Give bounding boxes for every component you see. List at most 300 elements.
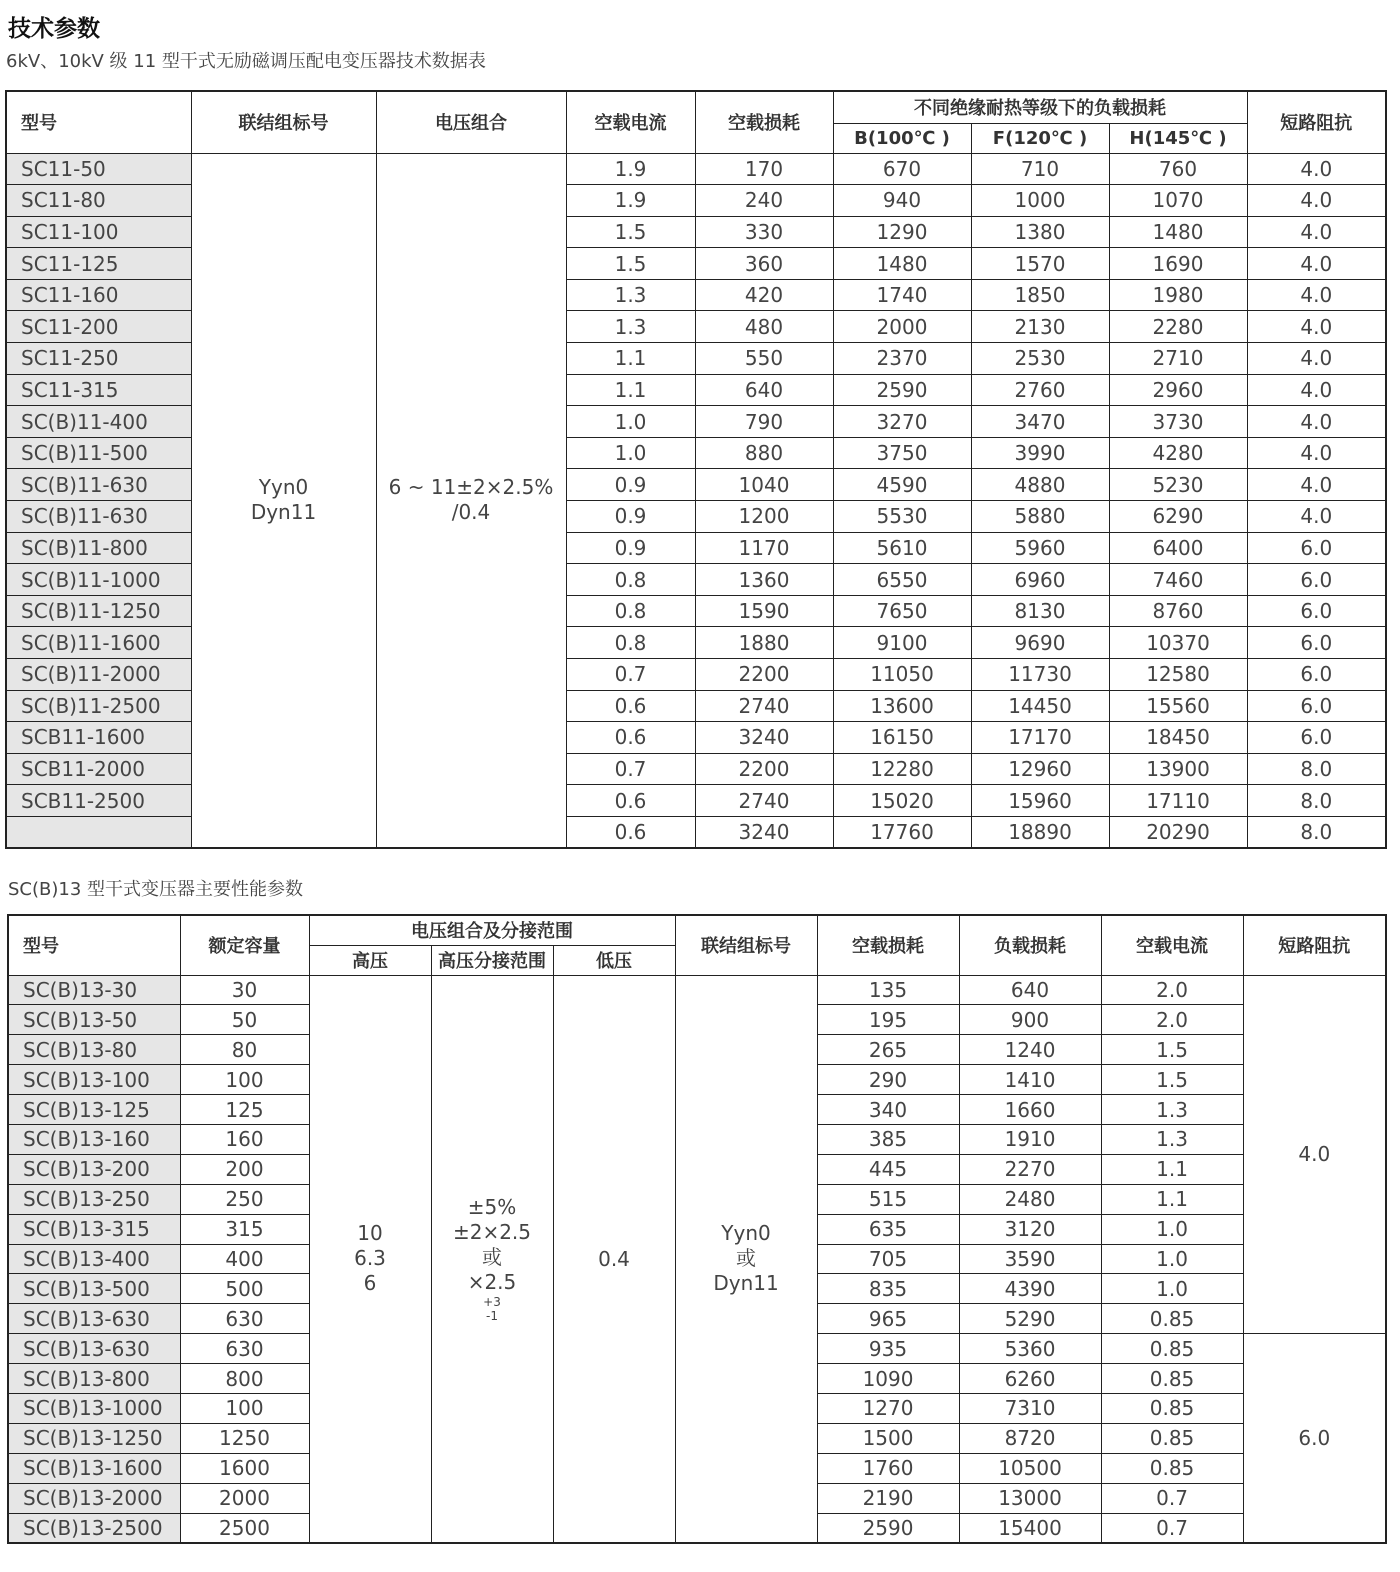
impedance-cell: 4.0 [1247, 374, 1386, 406]
no-load-current-cell: 1.5 [566, 216, 695, 248]
no-load-loss-cell: 340 [817, 1095, 959, 1125]
no-load-current-cell: 0.85 [1101, 1334, 1243, 1364]
no-load-loss-cell: 385 [817, 1124, 959, 1154]
load-loss-f-cell: 2130 [971, 311, 1109, 343]
no-load-loss-cell: 420 [695, 279, 833, 311]
load-loss-h-cell: 2710 [1109, 343, 1247, 375]
no-load-loss-cell: 135 [817, 975, 959, 1005]
no-load-current-cell: 0.8 [566, 627, 695, 659]
no-load-loss-cell: 3240 [695, 722, 833, 754]
no-load-current-cell: 0.8 [566, 595, 695, 627]
capacity-cell: 800 [180, 1364, 309, 1394]
no-load-loss-cell: 2590 [817, 1513, 959, 1543]
cell-line: Yyn0 [721, 1221, 771, 1246]
load-loss-h-cell: 1070 [1109, 185, 1247, 217]
impedance-cell: 8.0 [1247, 816, 1386, 848]
no-load-loss-cell: 965 [817, 1304, 959, 1334]
load-loss-f-cell: 14450 [971, 690, 1109, 722]
load-loss-f-cell: 5880 [971, 501, 1109, 533]
no-load-current-cell: 1.1 [566, 343, 695, 375]
model-cell: SC(B)13-200 [8, 1154, 180, 1184]
load-loss-cell: 2480 [959, 1184, 1101, 1214]
load-loss-f-cell: 1850 [971, 279, 1109, 311]
model-cell: SC(B)13-2500 [8, 1513, 180, 1543]
page-title: 技术参数 [8, 16, 100, 42]
load-loss-f-cell: 4880 [971, 469, 1109, 501]
capacity-cell: 30 [180, 975, 309, 1005]
no-load-loss-cell: 2200 [695, 659, 833, 691]
header-no-load-loss: 空载损耗 [817, 915, 959, 975]
no-load-loss-cell: 265 [817, 1035, 959, 1065]
load-loss-cell: 13000 [959, 1483, 1101, 1513]
model-cell: SC(B)11-2500 [6, 690, 191, 722]
load-loss-b-cell: 670 [833, 153, 971, 185]
model-cell: SC(B)13-800 [8, 1364, 180, 1394]
load-loss-b-cell: 9100 [833, 627, 971, 659]
table2-title: SC(B)13 型干式变压器主要性能参数 [8, 879, 304, 900]
no-load-current-cell: 1.1 [1101, 1184, 1243, 1214]
no-load-current-cell: 1.9 [566, 185, 695, 217]
load-loss-b-cell: 1480 [833, 248, 971, 280]
no-load-loss-cell: 240 [695, 185, 833, 217]
no-load-loss-cell: 1760 [817, 1453, 959, 1483]
load-loss-f-cell: 2760 [971, 374, 1109, 406]
model-cell: SC(B)13-100 [8, 1065, 180, 1095]
no-load-current-cell: 0.85 [1101, 1393, 1243, 1423]
no-load-loss-cell: 2740 [695, 690, 833, 722]
no-load-current-cell: 2.0 [1101, 975, 1243, 1005]
impedance-cell: 6.0 [1247, 564, 1386, 596]
capacity-cell: 2500 [180, 1513, 309, 1543]
model-cell: SC(B)11-400 [6, 406, 191, 438]
no-load-loss-cell: 790 [695, 406, 833, 438]
model-cell: SC(B)11-630 [6, 469, 191, 501]
load-loss-b-cell: 5530 [833, 501, 971, 533]
no-load-current-cell: 1.3 [566, 311, 695, 343]
load-loss-f-cell: 1570 [971, 248, 1109, 280]
no-load-loss-cell: 290 [817, 1065, 959, 1095]
model-cell: SC(B)13-160 [8, 1124, 180, 1154]
header-load-loss: 负载损耗 [959, 915, 1101, 975]
load-loss-h-cell: 5230 [1109, 469, 1247, 501]
load-loss-h-cell: 8760 [1109, 595, 1247, 627]
load-loss-b-cell: 2590 [833, 374, 971, 406]
load-loss-b-cell: 15020 [833, 785, 971, 817]
no-load-loss-cell: 1500 [817, 1423, 959, 1453]
header-voltage: 电压组合 [376, 91, 566, 153]
no-load-loss-cell: 480 [695, 311, 833, 343]
load-loss-cell: 2270 [959, 1154, 1101, 1184]
model-cell: SC(B)13-250 [8, 1184, 180, 1214]
header-no-load-current: 空载电流 [566, 91, 695, 153]
load-loss-b-cell: 6550 [833, 564, 971, 596]
no-load-loss-cell: 360 [695, 248, 833, 280]
capacity-cell: 1600 [180, 1453, 309, 1483]
no-load-loss-cell: 880 [695, 437, 833, 469]
model-cell: SC11-100 [6, 216, 191, 248]
load-loss-cell: 1410 [959, 1065, 1101, 1095]
load-loss-cell: 1660 [959, 1095, 1101, 1125]
load-loss-cell: 5290 [959, 1304, 1101, 1334]
load-loss-b-cell: 1740 [833, 279, 971, 311]
header-capacity: 额定容量 [180, 915, 309, 975]
load-loss-b-cell: 5610 [833, 532, 971, 564]
hv-tap-cell [431, 975, 553, 1543]
capacity-cell: 500 [180, 1274, 309, 1304]
cell-line: 6 ~ 11±2×2.5% [388, 475, 554, 500]
impedance-cell: 4.0 [1247, 437, 1386, 469]
load-loss-f-cell: 1000 [971, 185, 1109, 217]
load-loss-h-cell: 13900 [1109, 753, 1247, 785]
load-loss-cell: 1910 [959, 1124, 1101, 1154]
capacity-cell: 630 [180, 1334, 309, 1364]
load-loss-h-cell: 1690 [1109, 248, 1247, 280]
cell-line: 或 [736, 1246, 757, 1271]
no-load-loss-cell: 2200 [695, 753, 833, 785]
tap-superscript: +3 [483, 1294, 501, 1309]
header-model: 型号 [6, 91, 191, 153]
no-load-current-cell: 1.5 [1101, 1065, 1243, 1095]
impedance-cell: 4.0 [1247, 279, 1386, 311]
header-class-f: F(120℃ ) [971, 123, 1109, 153]
load-loss-f-cell: 2530 [971, 343, 1109, 375]
no-load-loss-cell: 705 [817, 1244, 959, 1274]
cell-line: 6 [363, 1271, 377, 1296]
load-loss-h-cell: 760 [1109, 153, 1247, 185]
model-cell: SC(B)13-500 [8, 1274, 180, 1304]
table1-title: 6kV、10kV 级 11 型干式无励磁调压配电变压器技术数据表 [6, 51, 486, 72]
model-cell: SCB11-1600 [6, 722, 191, 754]
load-loss-f-cell: 17170 [971, 722, 1109, 754]
load-loss-cell: 900 [959, 1005, 1101, 1035]
no-load-current-cell: 1.0 [566, 437, 695, 469]
load-loss-cell: 3120 [959, 1214, 1101, 1244]
connection-cell [675, 975, 817, 1543]
header-hv-tap: 高压分接范围 [431, 945, 553, 975]
capacity-cell: 125 [180, 1095, 309, 1125]
no-load-current-cell: 0.85 [1101, 1304, 1243, 1334]
no-load-current-cell: 0.6 [566, 690, 695, 722]
load-loss-f-cell: 6960 [971, 564, 1109, 596]
no-load-loss-cell: 445 [817, 1154, 959, 1184]
model-cell [6, 816, 191, 848]
load-loss-h-cell: 17110 [1109, 785, 1247, 817]
no-load-current-cell: 0.9 [566, 469, 695, 501]
no-load-loss-cell: 935 [817, 1334, 959, 1364]
no-load-current-cell: 0.85 [1101, 1364, 1243, 1394]
impedance-cell: 8.0 [1247, 785, 1386, 817]
no-load-current-cell: 0.6 [566, 816, 695, 848]
model-cell: SC(B)13-1250 [8, 1423, 180, 1453]
no-load-loss-cell: 635 [817, 1214, 959, 1244]
model-cell: SC(B)13-630 [8, 1304, 180, 1334]
load-loss-f-cell: 12960 [971, 753, 1109, 785]
no-load-current-cell: 0.7 [1101, 1483, 1243, 1513]
model-cell: SC(B)11-630 [6, 501, 191, 533]
impedance-cell: 4.0 [1243, 975, 1386, 1334]
hv-cell [309, 975, 431, 1543]
tap-subscript: -1 [486, 1308, 498, 1323]
load-loss-h-cell: 18450 [1109, 722, 1247, 754]
model-cell: SC(B)11-500 [6, 437, 191, 469]
model-cell: SC11-80 [6, 185, 191, 217]
no-load-current-cell: 0.6 [566, 722, 695, 754]
model-cell: SC11-50 [6, 153, 191, 185]
header-class-h: H(145℃ ) [1109, 123, 1247, 153]
load-loss-h-cell: 2280 [1109, 311, 1247, 343]
no-load-loss-cell: 640 [695, 374, 833, 406]
load-loss-cell: 1240 [959, 1035, 1101, 1065]
load-loss-cell: 15400 [959, 1513, 1101, 1543]
table-row [8, 975, 1386, 1005]
impedance-cell: 4.0 [1247, 311, 1386, 343]
model-cell: SC11-125 [6, 248, 191, 280]
load-loss-cell: 10500 [959, 1453, 1101, 1483]
no-load-loss-cell: 3240 [695, 816, 833, 848]
load-loss-f-cell: 9690 [971, 627, 1109, 659]
model-cell: SCB11-2000 [6, 753, 191, 785]
load-loss-f-cell: 11730 [971, 659, 1109, 691]
no-load-current-cell: 1.0 [1101, 1214, 1243, 1244]
no-load-current-cell: 0.7 [566, 659, 695, 691]
header-hv: 高压 [309, 945, 431, 975]
no-load-current-cell: 1.5 [566, 248, 695, 280]
model-cell: SC11-200 [6, 311, 191, 343]
load-loss-b-cell: 3750 [833, 437, 971, 469]
no-load-current-cell: 0.85 [1101, 1423, 1243, 1453]
impedance-cell: 6.0 [1247, 722, 1386, 754]
header-no-load-loss: 空载损耗 [695, 91, 833, 153]
header-voltage-group: 电压组合及分接范围 [309, 915, 675, 945]
capacity-cell: 100 [180, 1393, 309, 1423]
no-load-loss-cell: 2190 [817, 1483, 959, 1513]
load-loss-h-cell: 10370 [1109, 627, 1247, 659]
load-loss-b-cell: 3270 [833, 406, 971, 438]
cell-line: 6.3 [354, 1246, 386, 1271]
capacity-cell: 630 [180, 1304, 309, 1334]
load-loss-h-cell: 12580 [1109, 659, 1247, 691]
no-load-current-cell: 0.8 [566, 564, 695, 596]
load-loss-b-cell: 4590 [833, 469, 971, 501]
cell-line: 10 [357, 1221, 383, 1246]
load-loss-h-cell: 7460 [1109, 564, 1247, 596]
model-cell: SC(B)13-400 [8, 1244, 180, 1274]
model-cell: SCB11-2500 [6, 785, 191, 817]
no-load-current-cell: 1.3 [1101, 1095, 1243, 1125]
no-load-current-cell: 0.7 [1101, 1513, 1243, 1543]
load-loss-b-cell: 7650 [833, 595, 971, 627]
load-loss-f-cell: 18890 [971, 816, 1109, 848]
load-loss-h-cell: 1980 [1109, 279, 1247, 311]
model-cell: SC(B)13-1600 [8, 1453, 180, 1483]
model-cell: SC(B)11-1000 [6, 564, 191, 596]
no-load-current-cell: 1.3 [566, 279, 695, 311]
cell-line: Dyn11 [713, 1271, 779, 1296]
capacity-cell: 250 [180, 1184, 309, 1214]
no-load-current-cell: 0.9 [566, 532, 695, 564]
load-loss-b-cell: 2370 [833, 343, 971, 375]
load-loss-h-cell: 20290 [1109, 816, 1247, 848]
load-loss-b-cell: 13600 [833, 690, 971, 722]
impedance-cell: 4.0 [1247, 185, 1386, 217]
load-loss-b-cell: 11050 [833, 659, 971, 691]
model-cell: SC11-160 [6, 279, 191, 311]
load-loss-b-cell: 2000 [833, 311, 971, 343]
no-load-loss-cell: 1590 [695, 595, 833, 627]
load-loss-f-cell: 3990 [971, 437, 1109, 469]
load-loss-f-cell: 8130 [971, 595, 1109, 627]
voltage-cell [376, 153, 566, 848]
load-loss-f-cell: 15960 [971, 785, 1109, 817]
capacity-cell: 400 [180, 1244, 309, 1274]
no-load-current-cell: 1.1 [566, 374, 695, 406]
capacity-cell: 50 [180, 1005, 309, 1035]
no-load-current-cell: 1.5 [1101, 1035, 1243, 1065]
impedance-cell: 6.0 [1247, 532, 1386, 564]
load-loss-b-cell: 940 [833, 185, 971, 217]
impedance-cell: 4.0 [1247, 216, 1386, 248]
cell-line: Yyn0 [258, 475, 309, 500]
capacity-cell: 1250 [180, 1423, 309, 1453]
model-cell: SC(B)13-125 [8, 1095, 180, 1125]
impedance-cell: 4.0 [1247, 248, 1386, 280]
no-load-current-cell: 1.0 [1101, 1274, 1243, 1304]
impedance-cell: 4.0 [1247, 501, 1386, 533]
load-loss-cell: 4390 [959, 1274, 1101, 1304]
no-load-loss-cell: 515 [817, 1184, 959, 1214]
capacity-cell: 200 [180, 1154, 309, 1184]
load-loss-f-cell: 5960 [971, 532, 1109, 564]
model-cell: SC(B)11-800 [6, 532, 191, 564]
no-load-current-cell: 1.1 [1101, 1154, 1243, 1184]
capacity-cell: 315 [180, 1214, 309, 1244]
header-load-loss-group: 不同绝缘耐热等级下的负载损耗 [833, 91, 1247, 123]
model-cell: SC(B)11-1250 [6, 595, 191, 627]
load-loss-h-cell: 15560 [1109, 690, 1247, 722]
model-cell: SC(B)13-30 [8, 975, 180, 1005]
load-loss-cell: 5360 [959, 1334, 1101, 1364]
header-class-b: B(100℃ ) [833, 123, 971, 153]
load-loss-f-cell: 710 [971, 153, 1109, 185]
no-load-loss-cell: 835 [817, 1274, 959, 1304]
capacity-cell: 160 [180, 1124, 309, 1154]
no-load-current-cell: 0.85 [1101, 1453, 1243, 1483]
impedance-cell: 4.0 [1247, 469, 1386, 501]
impedance-cell: 6.0 [1243, 1334, 1386, 1543]
header-lv: 低压 [553, 945, 675, 975]
load-loss-cell: 3590 [959, 1244, 1101, 1274]
header-no-load-current: 空载电流 [1101, 915, 1243, 975]
no-load-current-cell: 1.0 [566, 406, 695, 438]
no-load-current-cell: 1.3 [1101, 1124, 1243, 1154]
capacity-cell: 2000 [180, 1483, 309, 1513]
cell-line: ±5% [467, 1194, 517, 1219]
model-cell: SC(B)13-80 [8, 1035, 180, 1065]
model-cell: SC(B)13-1000 [8, 1393, 180, 1423]
load-loss-b-cell: 12280 [833, 753, 971, 785]
impedance-cell: 6.0 [1247, 659, 1386, 691]
load-loss-f-cell: 1380 [971, 216, 1109, 248]
no-load-current-cell: 0.7 [566, 753, 695, 785]
header-impedance: 短路阻抗 [1243, 915, 1386, 975]
connection-cell [191, 153, 376, 848]
cell-line: 或 [482, 1244, 502, 1269]
load-loss-f-cell: 3470 [971, 406, 1109, 438]
load-loss-h-cell: 6290 [1109, 501, 1247, 533]
load-loss-b-cell: 16150 [833, 722, 971, 754]
no-load-loss-cell: 1360 [695, 564, 833, 596]
sc11-spec-table [5, 90, 1387, 849]
load-loss-h-cell: 6400 [1109, 532, 1247, 564]
header-connection: 联结组标号 [191, 91, 376, 153]
model-cell: SC(B)13-315 [8, 1214, 180, 1244]
impedance-cell: 4.0 [1247, 343, 1386, 375]
model-cell: SC11-250 [6, 343, 191, 375]
sc13-spec-table [7, 914, 1387, 1544]
header-connection: 联结组标号 [675, 915, 817, 975]
load-loss-cell: 7310 [959, 1393, 1101, 1423]
cell-line: ×2.5 [467, 1269, 517, 1294]
no-load-loss-cell: 195 [817, 1005, 959, 1035]
cell-line: /0.4 [451, 500, 491, 525]
cell-line: Dyn11 [250, 500, 317, 525]
no-load-loss-cell: 1170 [695, 532, 833, 564]
impedance-cell: 4.0 [1247, 406, 1386, 438]
capacity-cell: 100 [180, 1065, 309, 1095]
impedance-cell: 8.0 [1247, 753, 1386, 785]
model-cell: SC(B)13-630 [8, 1334, 180, 1364]
header-model: 型号 [8, 915, 180, 975]
table-row [6, 153, 1386, 185]
load-loss-h-cell: 3730 [1109, 406, 1247, 438]
lv-cell: 0.4 [553, 975, 675, 1543]
model-cell: SC(B)13-50 [8, 1005, 180, 1035]
no-load-loss-cell: 2740 [695, 785, 833, 817]
no-load-current-cell: 2.0 [1101, 1005, 1243, 1035]
model-cell: SC(B)13-2000 [8, 1483, 180, 1513]
load-loss-cell: 640 [959, 975, 1101, 1005]
load-loss-h-cell: 4280 [1109, 437, 1247, 469]
no-load-loss-cell: 170 [695, 153, 833, 185]
impedance-cell: 6.0 [1247, 690, 1386, 722]
header-impedance: 短路阻抗 [1247, 91, 1386, 153]
no-load-loss-cell: 1090 [817, 1364, 959, 1394]
model-cell: SC(B)11-2000 [6, 659, 191, 691]
no-load-loss-cell: 1270 [817, 1393, 959, 1423]
load-loss-b-cell: 1290 [833, 216, 971, 248]
load-loss-b-cell: 17760 [833, 816, 971, 848]
no-load-current-cell: 1.9 [566, 153, 695, 185]
impedance-cell: 6.0 [1247, 627, 1386, 659]
cell-line: ±2×2.5 [452, 1219, 532, 1244]
load-loss-cell: 6260 [959, 1364, 1101, 1394]
capacity-cell: 80 [180, 1035, 309, 1065]
no-load-current-cell: 0.6 [566, 785, 695, 817]
no-load-loss-cell: 550 [695, 343, 833, 375]
no-load-current-cell: 1.0 [1101, 1244, 1243, 1274]
no-load-current-cell: 0.9 [566, 501, 695, 533]
model-cell: SC(B)11-1600 [6, 627, 191, 659]
no-load-loss-cell: 1880 [695, 627, 833, 659]
no-load-loss-cell: 1200 [695, 501, 833, 533]
load-loss-cell: 8720 [959, 1423, 1101, 1453]
load-loss-h-cell: 1480 [1109, 216, 1247, 248]
no-load-loss-cell: 1040 [695, 469, 833, 501]
impedance-cell: 4.0 [1247, 153, 1386, 185]
impedance-cell: 6.0 [1247, 595, 1386, 627]
model-cell: SC11-315 [6, 374, 191, 406]
no-load-loss-cell: 330 [695, 216, 833, 248]
